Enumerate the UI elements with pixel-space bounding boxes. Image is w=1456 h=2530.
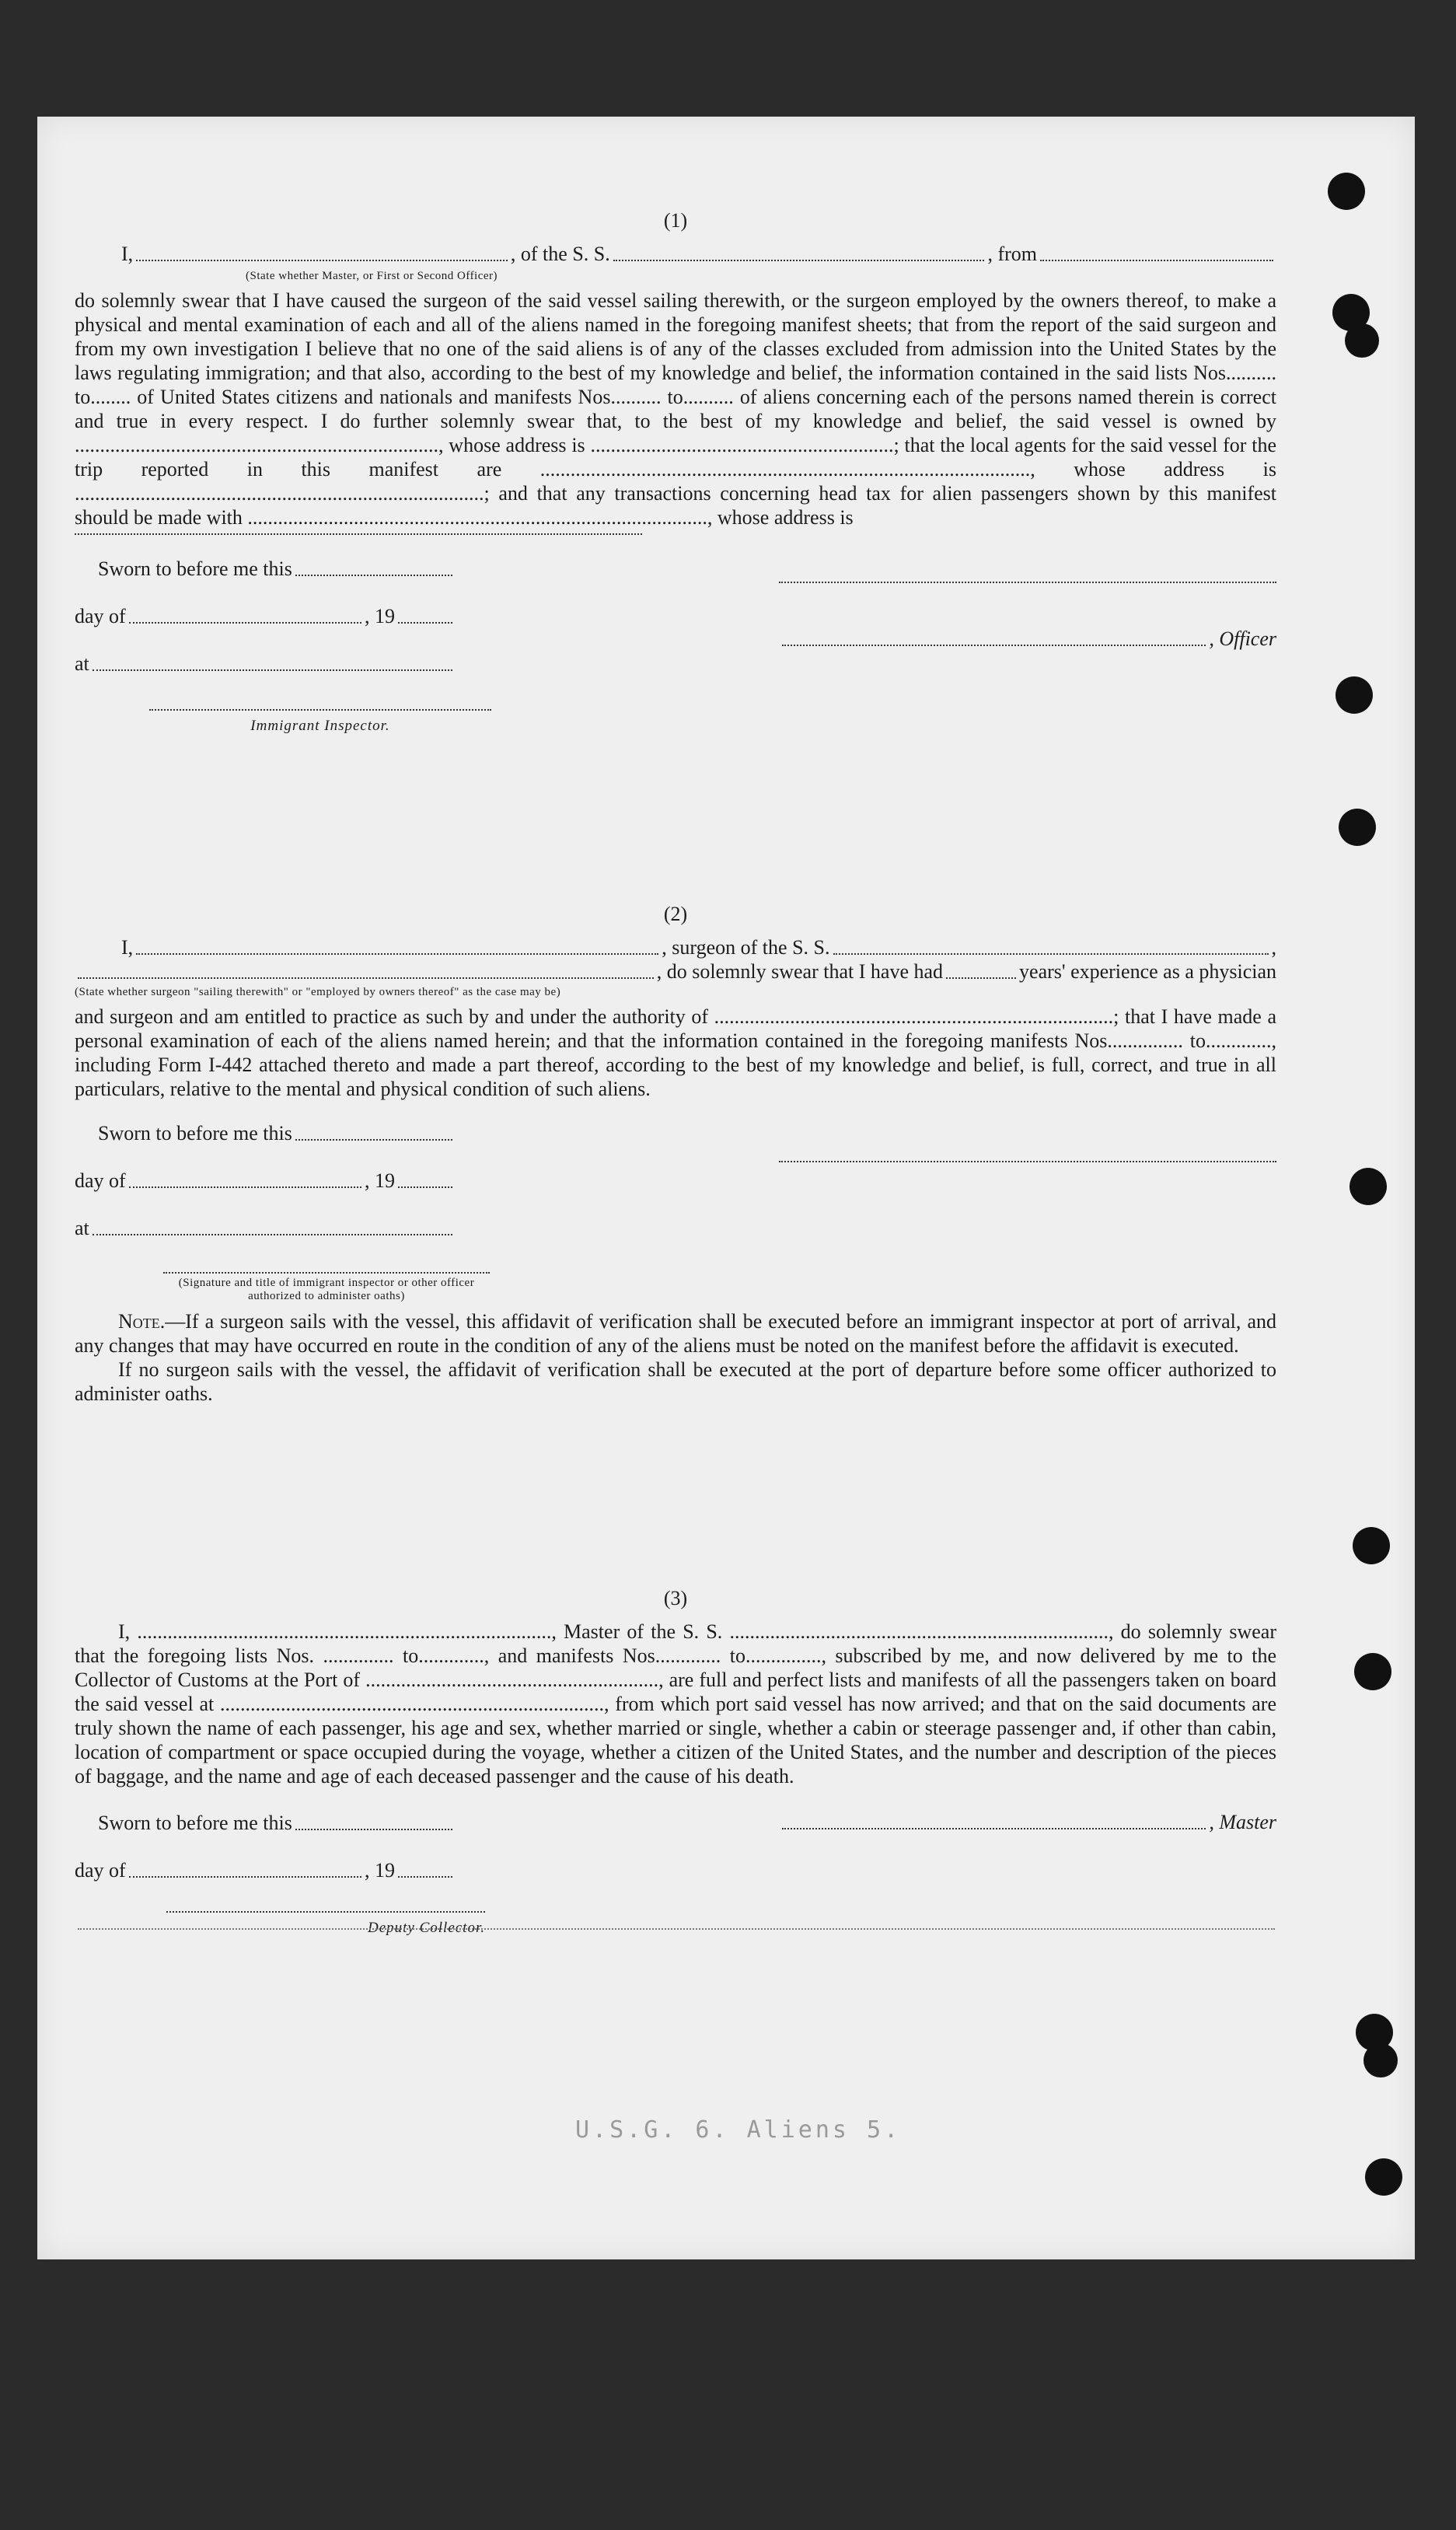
section-3 — [75, 1586, 1276, 1940]
note-2: If no surgeon sails with the vessel, the affidavit of verification shall be executed at the port of departure before some officer authorized to administer oaths. — [75, 1358, 1276, 1405]
day-of-label: day of — [75, 1169, 126, 1192]
vessel-name-field[interactable] — [613, 259, 985, 261]
officer-signature-line-1[interactable] — [779, 581, 1276, 583]
punch-hole — [1363, 2043, 1398, 2077]
year-label: , 19 — [365, 1859, 395, 1882]
section-3-heading: (3) — [663, 1587, 688, 1609]
section-2-body: and surgeon and am entitled to practice as such by and under the authority of ...............................................................................; that I have made a personal examination of each of the aliens named herein; and that the information contained in the foregoing manifests Nos............... to............., including Form I-442 attached thereto and made a part thereof, according to the best of my knowledge and belief, is full, correct, and true in all particulars, relative to the mental and physical condition of such aliens. — [75, 1005, 1276, 1100]
year-field[interactable] — [398, 1186, 452, 1188]
sworn-label: Sworn to before me this — [98, 557, 292, 580]
surgeon-sub-note: (State whether surgeon "sailing therewith" or "employed by owners thereof" as the case may be) — [75, 986, 561, 998]
line2-mid: , do solemnly swear that I have had — [656, 960, 944, 983]
line1-mid: , of the S. S. — [510, 243, 610, 265]
month-field[interactable] — [129, 621, 361, 624]
bottom-rule — [78, 1928, 1275, 1930]
year-label: , 19 — [365, 1169, 395, 1192]
section-1-heading: (1) — [663, 209, 688, 232]
year-field[interactable] — [398, 621, 452, 624]
at-label: at — [75, 652, 89, 675]
line1-end: , from — [987, 243, 1037, 265]
at-label: at — [75, 1217, 89, 1239]
location-field[interactable] — [93, 1233, 452, 1235]
sworn-label: Sworn to before me this — [98, 1122, 292, 1144]
section-3-body: I, .................................................................................., Master of the S. S. ..........................................................................., do solemnly swear that the foregoing lists Nos. .............. to............., and manifests Nos............. to..............., subscribed by me, and now delivered by me to the Collector of Customs at the Port of .........................................................., are full and perfect lists and manifests of all the passengers taken on board the said vessel at ............................................................................, from which port said vessel has now arrived; and that on the said documents are truly shown the name of each passenger, his age and sex, whether married or single, whether a cabin or steerage passenger and, if other than cabin, location of compartment or space occupied during the voyage, whether a citizen of the United States, and the number and description of the pieces of baggage, and the name and age of each deceased passenger and the cause of his death. — [75, 1620, 1276, 1787]
note-label: Note. — [118, 1310, 166, 1333]
surgeon-signature-line[interactable] — [779, 1160, 1276, 1162]
line1-start: I, — [121, 243, 134, 265]
years-field[interactable] — [946, 977, 1016, 979]
punch-hole — [1353, 1527, 1390, 1564]
day-of-label: day of — [75, 605, 126, 627]
punch-hole — [1328, 173, 1365, 210]
form-stamp: U.S.G. 6. Aliens 5. — [575, 2116, 902, 2144]
year-field[interactable] — [398, 1875, 452, 1878]
master-signature-field[interactable] — [782, 1827, 1206, 1829]
inspector-label: Immigrant Inspector. — [250, 718, 390, 734]
punch-hole — [1339, 809, 1376, 846]
location-field[interactable] — [93, 669, 452, 671]
master-label: , Master — [1209, 1811, 1276, 1833]
month-field[interactable] — [129, 1186, 361, 1188]
section-2: (2) I, , surgeon of the S. S. , , do solemnly swear that I have had years' experience as a physician (State whether surgeon "sailing therewith" or "employed by owners thereof" as the case may be) and surgeon and am entitled to practice as such by and under the authority of ...............................................................................; that I have made a personal examination of each of the aliens named herein; and that the information contained in the foregoing manifests Nos............... to............., including Form I-442 attached thereto and made a part thereof, according to the best of my knowledge and belief, is full, correct, and true in all particulars, relative to the mental and physical condition of such aliens. Sworn to before me this day of , 19 at (Signature and title of immigrant inspector or other officer authorized to administer oaths) Note.—If a surgeon sails with the vessel, this affidavit of verification shall be executed before an immigrant inspector at port of arrival, and any changes that may have occurred en route in the condition of any of the aliens must be noted on the manifest before the affidavit is executed. If no surgeon sails with the vessel, the affidavit of verification shall be executed at the port of departure before some officer authorized to administer oaths. — [75, 903, 1276, 1405]
year-label: , 19 — [365, 605, 395, 627]
section-1 — [75, 208, 1276, 738]
punch-hole — [1365, 2158, 1402, 2196]
section-2-heading: (2) — [663, 903, 688, 925]
punch-hole — [1345, 323, 1379, 358]
section-1-body: do solemnly swear that I have caused the surgeon of the said vessel sailing therewith, or the surgeon employed by the owners thereof, to make a physical and mental examination of each and all of the aliens named in the foregoing manifest sheets; that from the report of the said surgeon and from my own investigation I believe that no one of the said aliens is of any of the classes excluded from admission into the United States by the laws regulating immigration; and that also, according to the best of my knowledge and belief, the information contained in the said lists Nos.......... to........ of United States citizens and nationals and manifests Nos.......... to.......... of aliens concerning each of the persons named therein is correct and true in every respect. I do further solemnly swear that, to the best of my knowledge and belief, the said vessel is owned by ........................................................................, whose address is ............................................................; that the local agents for the said vessel for the trip reported in this manifest are ................................................................................................., whose address is .................................................................................; and that any transactions concerning head tax for alien passengers shown by this manifest should be made with ..........................................................................................., whose address is — [75, 289, 1276, 529]
surgeon-name-field[interactable] — [136, 952, 658, 955]
line1-start: I, — [121, 936, 134, 959]
deputy-collector-signature-line[interactable] — [166, 1910, 485, 1913]
punch-hole — [1336, 676, 1373, 714]
officer-sub-note: (State whether Master, or First or Second Officer) — [246, 270, 498, 282]
day-of-label: day of — [75, 1859, 126, 1882]
inspector-signature-line[interactable] — [149, 708, 491, 711]
signature-note: (Signature and title of immigrant inspector or other officer authorized to administer oaths) — [178, 1277, 475, 1302]
sworn-date-field[interactable] — [295, 574, 452, 576]
sworn-date-field[interactable] — [295, 1828, 452, 1830]
officer-signature-field[interactable] — [782, 644, 1206, 646]
line2-end: years' experience as a physician — [1019, 960, 1276, 983]
note-text: —If a surgeon sails with the vessel, this affidavit of verification shall be executed before an immigrant inspector at port of arrival, and any changes that may have occurred en route in the condition of any of the aliens must be noted on the manifest before the affidavit is executed. — [75, 1310, 1276, 1357]
punch-hole — [1350, 1168, 1387, 1205]
punch-hole — [1354, 1653, 1391, 1690]
departure-port-field[interactable] — [1040, 259, 1273, 261]
officer-title-field[interactable] — [136, 259, 508, 261]
deputy-collector-label: Deputy Collector. — [367, 1920, 485, 1936]
authorized-officer-signature-line[interactable] — [163, 1271, 490, 1274]
address-continuation-line[interactable] — [75, 533, 642, 535]
officer-label: , Officer — [1209, 627, 1276, 650]
month-field[interactable] — [129, 1875, 361, 1878]
sworn-date-field[interactable] — [295, 1138, 452, 1141]
sworn-label: Sworn to before me this — [98, 1812, 292, 1834]
surgeon-status-field[interactable] — [78, 977, 654, 979]
line1-mid: , surgeon of the S. S. — [662, 936, 830, 959]
vessel-name-field[interactable] — [833, 952, 1269, 955]
